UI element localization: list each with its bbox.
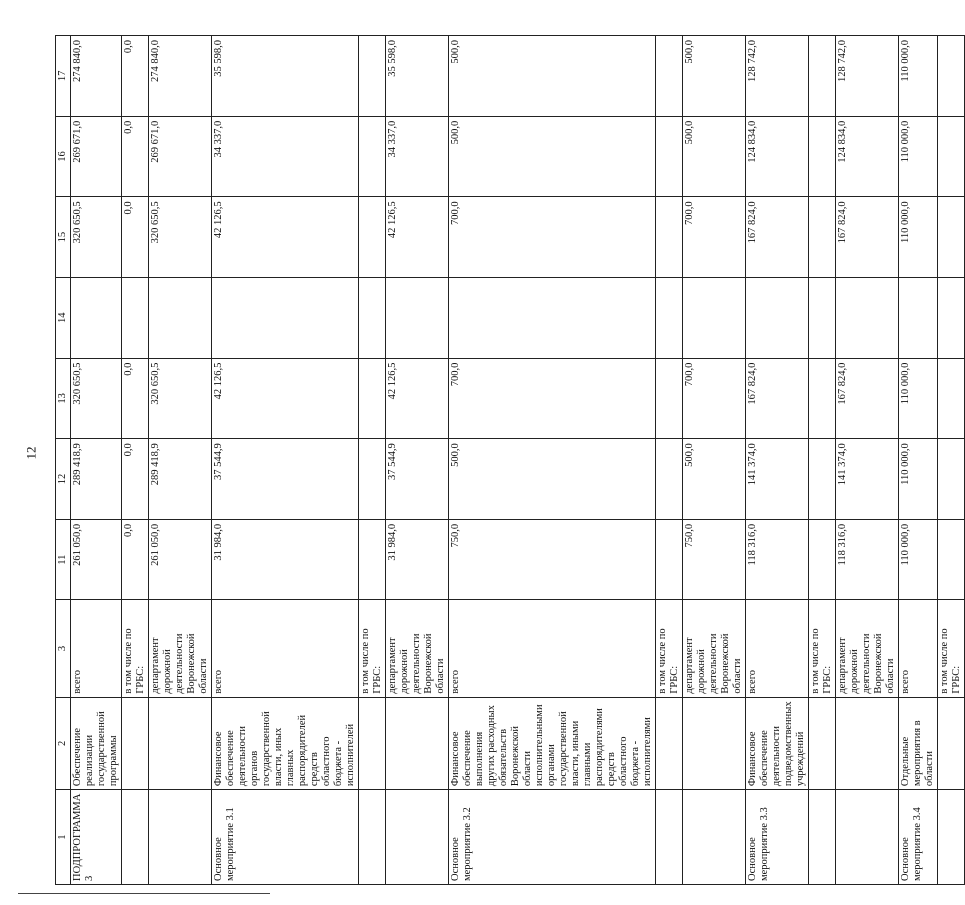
table-row [212,36,359,885]
value-cell [938,439,965,520]
value-cell: 261 050,0 [71,519,122,600]
value-cell: 261 050,0 [149,519,212,600]
footnote-rule [18,893,270,894]
header-row [56,36,71,885]
value-cell: 700,0 [449,358,656,439]
value-cell: 500,0 [683,36,746,117]
value-cell: 500,0 [449,439,656,520]
text-cell: Финансовое обеспечение деятельности подведомственных учреждений [746,697,809,789]
text-cell [149,790,212,885]
value-cell: 0,0 [122,358,149,439]
value-cell: 0,0 [122,36,149,117]
value-cell [809,116,836,197]
value-cell: 124 834,0 [836,116,899,197]
text-cell: Обеспечение реализации государственной программы [71,697,122,789]
text-cell: в том числе по ГРБС: [359,600,386,697]
value-cell [359,277,386,358]
text-cell [359,697,386,789]
table-row [149,36,212,885]
page-number: 12 [23,446,39,460]
value-cell: 110 000,0 [899,36,938,117]
value-cell [809,36,836,117]
table-row [449,36,656,885]
value-cell [746,277,809,358]
header-cell: 2 [56,697,71,789]
text-cell: в том числе по ГРБС: [938,600,965,697]
text-cell: департамент дорожной деятельности Воронежской области [683,600,746,697]
text-cell [386,790,449,885]
table-row [899,36,938,885]
value-cell: 269 671,0 [71,116,122,197]
value-cell: 118 316,0 [836,519,899,600]
value-cell: 110 000,0 [899,519,938,600]
table-row [836,36,899,885]
text-cell: департамент дорожной деятельности Воронежской области [386,600,449,697]
text-cell [656,697,683,789]
value-cell [386,277,449,358]
text-cell [386,697,449,789]
value-cell: 34 337,0 [386,116,449,197]
table-body [71,36,965,885]
value-cell [449,277,656,358]
value-cell [656,358,683,439]
value-cell: 35 598,0 [212,36,359,117]
text-cell [359,790,386,885]
header-cell: 1 [56,790,71,885]
value-cell [122,277,149,358]
value-cell [809,358,836,439]
value-cell [809,277,836,358]
value-cell: 141 374,0 [836,439,899,520]
text-cell: всего [746,600,809,697]
text-cell: в том числе по ГРБС: [656,600,683,697]
table-row [359,36,386,885]
value-cell [71,277,122,358]
text-cell: Основное мероприятие 3.3 [746,790,809,885]
table-row [71,36,122,885]
text-cell [836,790,899,885]
value-cell [938,519,965,600]
value-cell: 320 650,5 [71,358,122,439]
rotated-table-container [55,35,962,885]
text-cell: в том числе по ГРБС: [122,600,149,697]
text-cell: Отдельные мероприятия в области [899,697,938,789]
value-cell: 37 544,9 [386,439,449,520]
value-cell: 700,0 [683,197,746,278]
value-cell: 0,0 [122,116,149,197]
value-cell: 320 650,5 [149,358,212,439]
value-cell: 750,0 [449,519,656,600]
header-cell: 17 [56,36,71,117]
value-cell: 289 418,9 [149,439,212,520]
value-cell [149,277,212,358]
value-cell: 31 984,0 [212,519,359,600]
value-cell: 35 598,0 [386,36,449,117]
header-cell: 3 [56,600,71,697]
text-cell [938,790,965,885]
text-cell: Финансовое обеспечение деятельности органов государственной власти, иных главных распорядителей средств областного бюджета - исполнителей [212,697,359,789]
value-cell: 320 650,5 [149,197,212,278]
header-cell: 13 [56,358,71,439]
value-cell [809,519,836,600]
value-cell: 42 126,5 [386,197,449,278]
value-cell [809,197,836,278]
value-cell [899,277,938,358]
text-cell: Основное мероприятие 3.2 [449,790,656,885]
value-cell: 110 000,0 [899,197,938,278]
table-row [938,36,965,885]
value-cell [656,439,683,520]
value-cell [359,116,386,197]
value-cell [359,36,386,117]
text-cell: Основное мероприятие 3.1 [212,790,359,885]
text-cell [122,697,149,789]
value-cell: 500,0 [449,116,656,197]
value-cell [656,197,683,278]
table-row [656,36,683,885]
text-cell [683,790,746,885]
value-cell: 167 824,0 [746,197,809,278]
value-cell: 167 824,0 [836,358,899,439]
value-cell: 700,0 [449,197,656,278]
text-cell [149,697,212,789]
value-cell [938,116,965,197]
header-cell: 15 [56,197,71,278]
value-cell: 42 126,5 [386,358,449,439]
table-row [683,36,746,885]
text-cell: в том числе по ГРБС: [809,600,836,697]
value-cell [836,277,899,358]
text-cell: Основное мероприятие 3.4 [899,790,938,885]
text-cell: всего [449,600,656,697]
table-row [809,36,836,885]
text-cell [836,697,899,789]
header-cell: 14 [56,277,71,358]
value-cell [809,439,836,520]
value-cell [938,36,965,117]
value-cell: 274 840,0 [71,36,122,117]
value-cell: 34 337,0 [212,116,359,197]
header-cell: 16 [56,116,71,197]
value-cell [656,36,683,117]
value-cell [656,116,683,197]
text-cell: ПОДПРОГРАММА 3 [71,790,122,885]
text-cell [809,697,836,789]
value-cell: 42 126,5 [212,358,359,439]
value-cell [938,358,965,439]
value-cell: 167 824,0 [836,197,899,278]
value-cell: 128 742,0 [836,36,899,117]
value-cell: 124 834,0 [746,116,809,197]
value-cell: 0,0 [122,197,149,278]
value-cell: 110 000,0 [899,439,938,520]
value-cell [683,277,746,358]
value-cell: 500,0 [683,116,746,197]
value-cell [359,519,386,600]
value-cell: 500,0 [449,36,656,117]
value-cell: 31 984,0 [386,519,449,600]
value-cell: 141 374,0 [746,439,809,520]
value-cell [359,439,386,520]
header-cell: 11 [56,519,71,600]
header-cell: 12 [56,439,71,520]
value-cell: 110 000,0 [899,116,938,197]
value-cell: 37 544,9 [212,439,359,520]
value-cell: 274 840,0 [149,36,212,117]
text-cell: всего [212,600,359,697]
value-cell: 320 650,5 [71,197,122,278]
value-cell [938,197,965,278]
value-cell: 269 671,0 [149,116,212,197]
text-cell [656,790,683,885]
text-cell [938,697,965,789]
text-cell: всего [899,600,938,697]
value-cell [656,519,683,600]
text-cell: департамент дорожной деятельности Воронежской области [149,600,212,697]
table-row [386,36,449,885]
text-cell [122,790,149,885]
text-cell: всего [71,600,122,697]
value-cell: 0,0 [122,439,149,520]
value-cell: 700,0 [683,358,746,439]
value-cell: 500,0 [683,439,746,520]
value-cell: 0,0 [122,519,149,600]
value-cell: 42 126,5 [212,197,359,278]
value-cell [656,277,683,358]
value-cell: 128 742,0 [746,36,809,117]
text-cell: Финансовое обеспечение выполнения других расходных обязательств Воронежской области исполнительными органами государственной власти, иными главными распорядителями средств областного бюджета - исполнителями [449,697,656,789]
value-cell: 118 316,0 [746,519,809,600]
value-cell: 750,0 [683,519,746,600]
value-cell [359,197,386,278]
value-cell: 289 418,9 [71,439,122,520]
value-cell [938,277,965,358]
value-cell: 167 824,0 [746,358,809,439]
budget-table [55,35,965,885]
text-cell [683,697,746,789]
value-cell [359,358,386,439]
value-cell: 110 000,0 [899,358,938,439]
value-cell [212,277,359,358]
table-row [746,36,809,885]
text-cell: департамент дорожной деятельности Воронежской области [836,600,899,697]
table-row [122,36,149,885]
text-cell [809,790,836,885]
